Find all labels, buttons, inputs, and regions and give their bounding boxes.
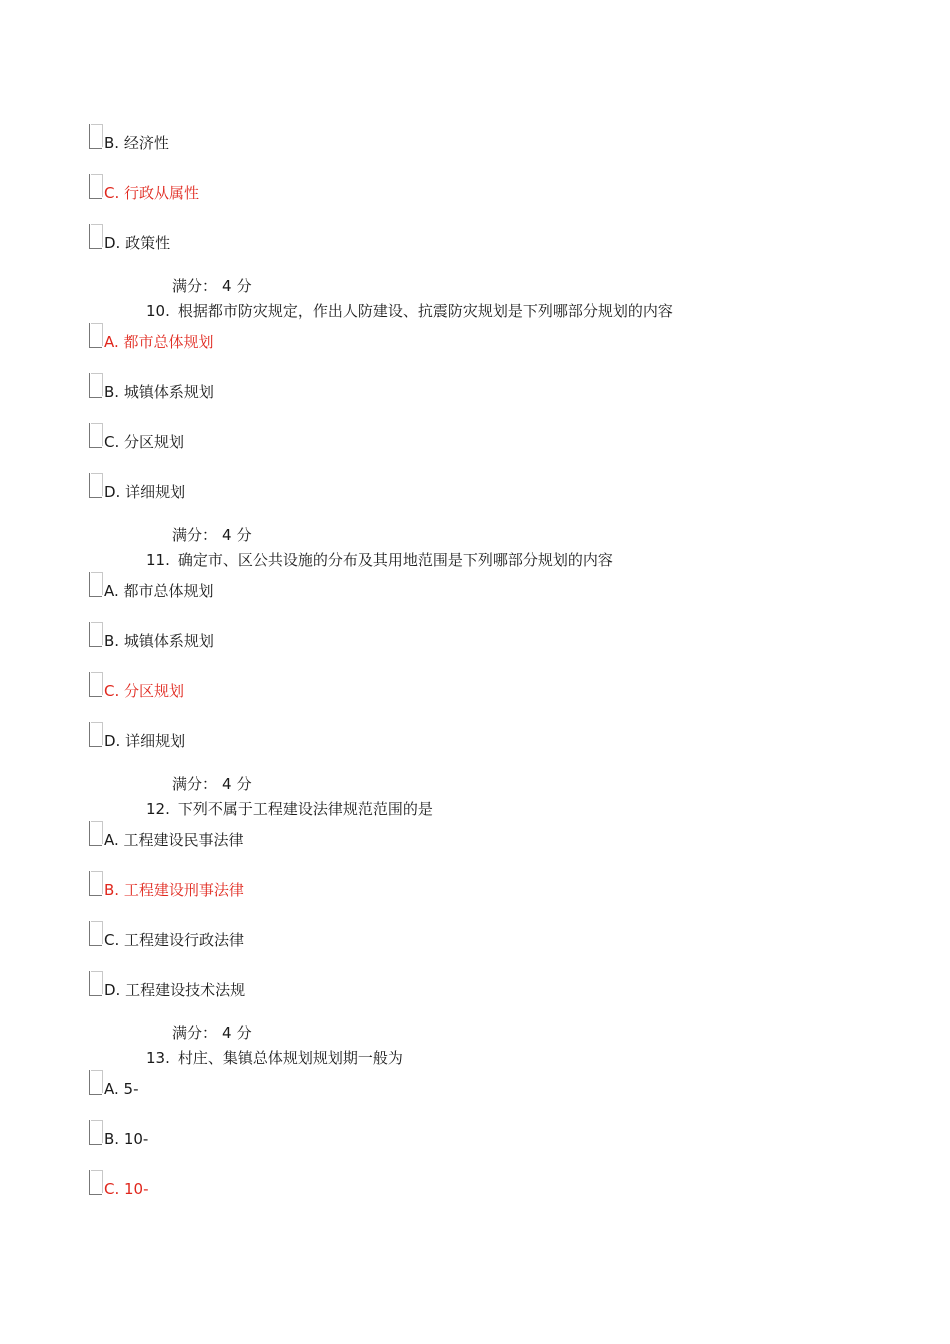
question-number: 10. (146, 302, 170, 320)
option-label: D. 政策性 (104, 234, 171, 252)
option-label: B. 城镇体系规划 (104, 632, 214, 650)
checkbox-icon[interactable] (89, 473, 102, 498)
option-label: D. 工程建设技术法规 (104, 981, 246, 999)
score-label: 满分： (172, 1024, 218, 1042)
checkbox-icon[interactable] (89, 1070, 102, 1095)
question-text: 下列不属于工程建设法律规范范围的是 (177, 800, 433, 818)
option-label: D. 详细规划 (104, 732, 186, 750)
checkbox-icon[interactable] (89, 224, 102, 249)
checkbox-icon[interactable] (89, 921, 102, 946)
score-unit: 分 (236, 526, 252, 544)
question-13 (146, 1049, 403, 1067)
checkbox-icon[interactable] (89, 174, 102, 199)
checkbox-icon[interactable] (89, 971, 102, 996)
question-11 (146, 551, 613, 569)
option-label: C. 行政从属性 (104, 184, 200, 202)
option-label: A. 都市总体规划 (104, 582, 214, 600)
score-line (172, 277, 252, 295)
question-text: 确定市、区公共设施的分布及其用地范围是下列哪部分规划的内容 (177, 551, 613, 569)
option-label: B. 经济性 (104, 134, 169, 152)
checkbox-icon[interactable] (89, 1170, 102, 1195)
option-label: A. 都市总体规划 (104, 333, 214, 351)
checkbox-icon[interactable] (89, 871, 102, 896)
score-line (172, 1024, 252, 1042)
question-text: 根据都市防灾规定，作出人防建设、抗震防灾规划是下列哪部分规划的内容 (177, 302, 673, 320)
checkbox-icon[interactable] (89, 622, 102, 647)
score-line (172, 526, 252, 544)
score-label: 满分： (172, 277, 218, 295)
score-value: 4 (222, 1024, 232, 1042)
score-unit: 分 (236, 1024, 252, 1042)
question-10 (146, 302, 673, 320)
checkbox-icon[interactable] (89, 672, 102, 697)
checkbox-icon[interactable] (89, 423, 102, 448)
option-label: C. 分区规划 (104, 682, 185, 700)
checkbox-icon[interactable] (89, 821, 102, 846)
question-text: 村庄、集镇总体规划规划期一般为 (177, 1049, 403, 1067)
score-unit: 分 (236, 775, 252, 793)
checkbox-icon[interactable] (89, 373, 102, 398)
option-label: C. 分区规划 (104, 433, 185, 451)
question-number: 11. (146, 551, 170, 569)
checkbox-icon[interactable] (89, 124, 102, 149)
option-label: A. 5- (104, 1080, 139, 1098)
question-number: 12. (146, 800, 170, 818)
option-label: B. 10- (104, 1130, 149, 1148)
score-label: 满分： (172, 775, 218, 793)
checkbox-icon[interactable] (89, 572, 102, 597)
score-line (172, 775, 252, 793)
checkbox-icon[interactable] (89, 1120, 102, 1145)
score-unit: 分 (236, 277, 252, 295)
question-12 (146, 800, 433, 818)
option-label: B. 工程建设刑事法律 (104, 881, 244, 899)
score-label: 满分： (172, 526, 218, 544)
checkbox-icon[interactable] (89, 722, 102, 747)
option-label: B. 城镇体系规划 (104, 383, 214, 401)
checkbox-icon[interactable] (89, 323, 102, 348)
score-value: 4 (222, 277, 232, 295)
option-label: C. 10- (104, 1180, 149, 1198)
question-number: 13. (146, 1049, 170, 1067)
option-label: D. 详细规划 (104, 483, 186, 501)
option-label: C. 工程建设行政法律 (104, 931, 245, 949)
score-value: 4 (222, 526, 232, 544)
score-value: 4 (222, 775, 232, 793)
option-label: A. 工程建设民事法律 (104, 831, 244, 849)
